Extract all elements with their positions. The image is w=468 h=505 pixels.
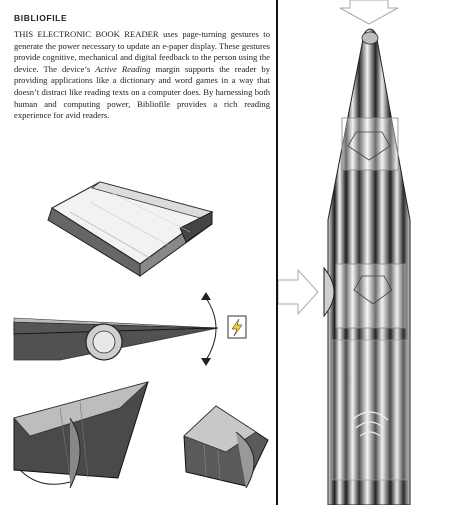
- device-render: [278, 0, 468, 505]
- body-text-part2: margin supports the reader by providing applications like a dictionary and word games in a way that doesn’t distract like reading texts on a computer does. By harnessing both human and computing power, Bibliofile provides a rich reading experience for avid readers.: [14, 63, 270, 121]
- sketch-corner-left: [0, 378, 160, 498]
- body-text-italic: Active Reading: [95, 63, 151, 74]
- body-text-part1: THIS ELECTRONIC BOOK READER uses page-turning gestures to generate the power necessary to update an e-paper display. These gestures provide cognitive, mechanical and digital feedback to the person using the device. The device’s: [14, 29, 270, 74]
- sketch-corner-right: [176, 392, 276, 502]
- right-column: [278, 0, 468, 505]
- article-title: BIBLIOFILE: [14, 13, 68, 23]
- side-arrow-icon: [278, 270, 318, 314]
- sketch-side-view: [0, 288, 276, 368]
- article-body: [14, 29, 270, 122]
- sketch-book-device: [0, 168, 276, 288]
- arrow-icon: [340, 0, 398, 24]
